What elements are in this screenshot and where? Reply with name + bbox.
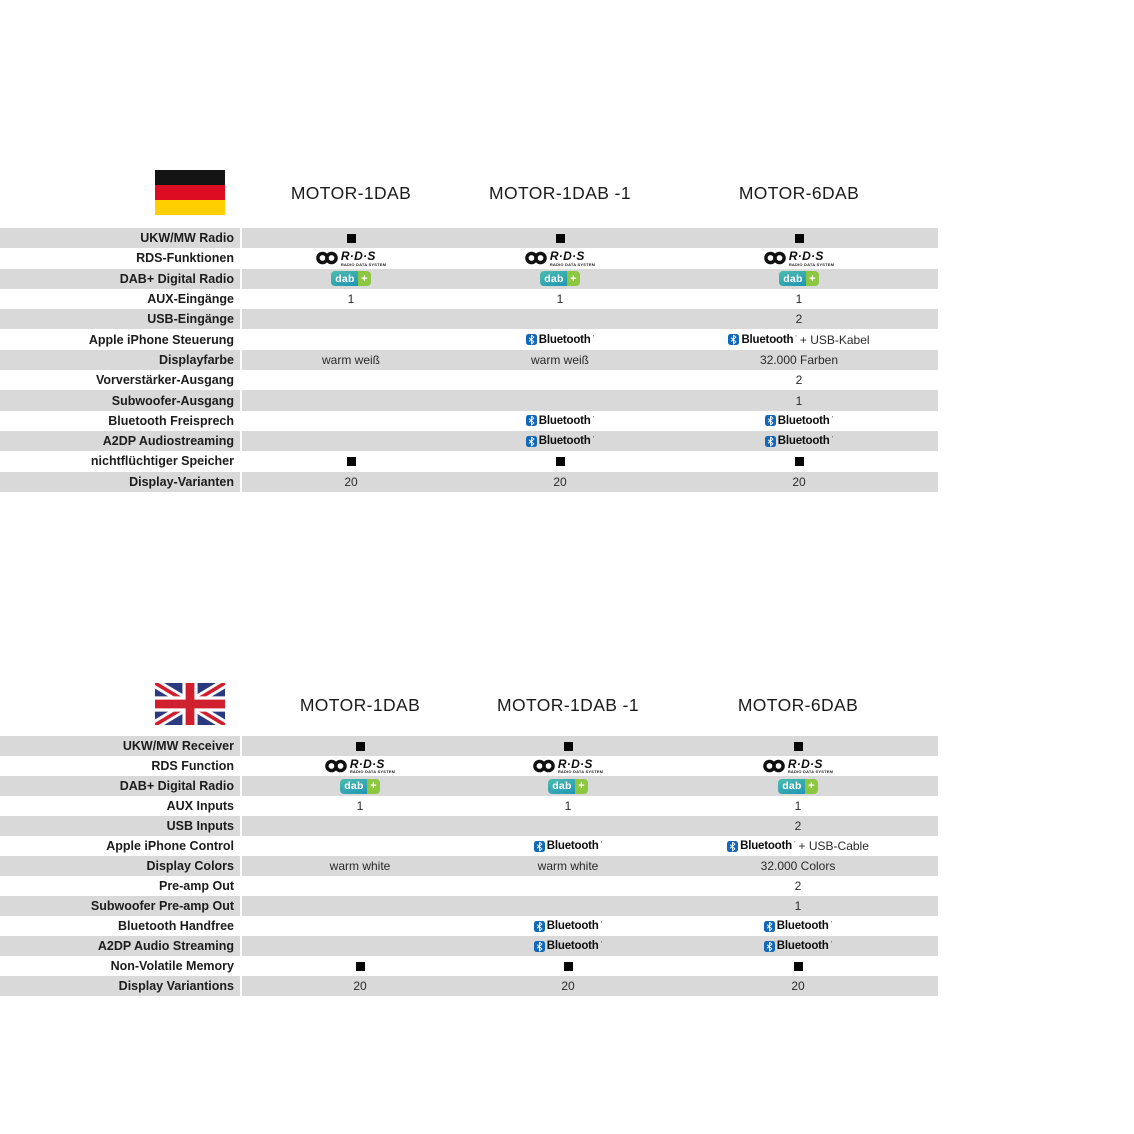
- row-label: RDS-Funktionen: [0, 248, 242, 268]
- spec-cell: [242, 451, 460, 471]
- table-row: [0, 736, 938, 756]
- cell-value: 2: [794, 819, 802, 833]
- german-flag-icon: [155, 170, 225, 215]
- spec-cell: [242, 431, 460, 451]
- spec-cell: [242, 856, 478, 876]
- rds-sub-text: RADIO DATA SYSTEM: [787, 769, 834, 775]
- trademark-tick: ’: [795, 334, 797, 342]
- row-label: Bluetooth Freisprech: [0, 411, 242, 431]
- rds-text: [550, 250, 595, 267]
- rds-sub-text: RADIO DATA SYSTEM: [340, 261, 387, 267]
- bluetooth-logo: [534, 840, 602, 852]
- spec-cell: [478, 836, 658, 856]
- rds-text: [788, 758, 833, 775]
- spec-cell: [460, 451, 660, 471]
- spec-cell: [658, 796, 938, 816]
- dab-plus-logo: [340, 779, 380, 794]
- bluetooth-icon: [526, 436, 537, 447]
- row-label: RDS Function: [0, 756, 242, 776]
- table-row: [0, 329, 938, 349]
- column-headers: [0, 168, 938, 218]
- cell-value: 1: [556, 292, 564, 307]
- rds-logo: [763, 758, 833, 775]
- table-row: [0, 816, 938, 836]
- spec-cell: [242, 472, 460, 492]
- bluetooth-logo: [526, 334, 594, 346]
- rds-logo: [764, 250, 834, 267]
- spec-cell: [658, 896, 938, 916]
- trademark-tick: ’: [830, 941, 833, 948]
- bluetooth-wordmark: Bluetooth: [546, 940, 599, 952]
- cell-value: warm weiß: [321, 352, 380, 367]
- spec-cell: [658, 916, 938, 936]
- spec-cell: [478, 736, 658, 756]
- rds-text: [558, 758, 603, 775]
- trademark-tick: ’: [831, 436, 834, 444]
- table-row: [0, 472, 938, 492]
- spec-cell: [242, 956, 478, 976]
- trademark-tick: ’: [592, 415, 595, 423]
- cell-value: 1: [564, 799, 572, 813]
- spec-cell: [460, 350, 660, 370]
- rds-logo: [533, 758, 603, 775]
- trademark-tick: ’: [793, 841, 796, 848]
- table-row: [0, 796, 938, 816]
- row-label: UKW/MW Radio: [0, 228, 242, 248]
- bluetooth-icon: [727, 841, 738, 852]
- spec-cell: [242, 350, 460, 370]
- cell-value: 20: [553, 474, 567, 489]
- row-label: Displayfarbe: [0, 350, 242, 370]
- spec-cell: [660, 472, 938, 492]
- spec-cell: [242, 370, 460, 390]
- table-row: [0, 411, 938, 431]
- cell-value: 32.000 Colors: [760, 859, 836, 873]
- spec-rows: [0, 736, 938, 996]
- spec-cell: [658, 836, 938, 856]
- rds-logo: [525, 250, 595, 267]
- table-row: [0, 431, 938, 451]
- trademark-tick: ’: [830, 921, 833, 928]
- bluetooth-icon: [534, 841, 545, 852]
- spec-cell: [460, 248, 660, 268]
- table-row: [0, 350, 938, 370]
- dab-plus-sign: +: [367, 779, 380, 794]
- spec-cell: [658, 956, 938, 976]
- row-label: Apple iPhone Steuerung: [0, 329, 242, 349]
- cell-value: 1: [794, 899, 802, 913]
- spec-cell: [460, 228, 660, 248]
- bluetooth-logo: [765, 435, 833, 447]
- column-header: MOTOR-1DAB -1: [497, 694, 639, 715]
- dab-text: dab: [331, 271, 358, 286]
- spec-cell: [242, 936, 478, 956]
- bluetooth-wordmark: Bluetooth: [776, 940, 829, 952]
- table-row: [0, 451, 938, 471]
- spec-cell: [242, 796, 478, 816]
- spec-cell: [460, 411, 660, 431]
- spec-cell: [478, 956, 658, 976]
- bluetooth-logo: [534, 920, 602, 932]
- row-label: Bluetooth Handfree: [0, 916, 242, 936]
- dab-plus-logo: [779, 271, 819, 286]
- row-label: Pre-amp Out: [0, 876, 242, 896]
- row-label: Subwoofer-Ausgang: [0, 390, 242, 410]
- spec-cell: [242, 411, 460, 431]
- dab-text: dab: [548, 779, 575, 794]
- column-header: MOTOR-1DAB: [299, 694, 421, 715]
- column-header: MOTOR-1DAB: [290, 182, 412, 203]
- cell-value: + USB-Cable: [798, 839, 869, 853]
- bluetooth-icon: [526, 415, 537, 426]
- checked-square-icon: [556, 457, 565, 466]
- bluetooth-wordmark: Bluetooth: [776, 920, 829, 932]
- spec-cell: [460, 431, 660, 451]
- cell-value: 20: [561, 979, 575, 993]
- rds-main-text: R·D·S: [787, 756, 823, 771]
- table-row: [0, 856, 938, 876]
- rds-rings-icon: [763, 759, 786, 773]
- spec-cell: [242, 916, 478, 936]
- spec-cell: [478, 876, 658, 896]
- row-label: A2DP Audio Streaming: [0, 936, 242, 956]
- row-label: Subwoofer Pre-amp Out: [0, 896, 242, 916]
- cell-value: + USB-Kabel: [799, 332, 870, 347]
- bluetooth-wordmark: Bluetooth: [538, 414, 591, 427]
- spec-cell: [242, 329, 460, 349]
- table-row: [0, 289, 938, 309]
- table-row: [0, 876, 938, 896]
- spec-cell: [460, 472, 660, 492]
- rds-sub-text: RADIO DATA SYSTEM: [349, 769, 396, 775]
- spec-cell: [242, 390, 460, 410]
- checked-square-icon: [795, 234, 804, 243]
- spec-cell: [242, 269, 460, 289]
- rds-rings-icon: [525, 251, 548, 265]
- table-row: [0, 936, 938, 956]
- spec-cell: [660, 289, 938, 309]
- rds-rings-icon: [325, 759, 348, 773]
- table-row: [0, 916, 938, 936]
- spec-cell: [658, 856, 938, 876]
- dab-plus-logo: [331, 271, 371, 286]
- table-row: [0, 976, 938, 996]
- spec-cell: [242, 736, 478, 756]
- rds-rings-icon: [533, 759, 556, 773]
- spec-cell: [460, 309, 660, 329]
- cell-value: 20: [792, 474, 806, 489]
- bluetooth-logo: [534, 940, 602, 952]
- spec-cell: [660, 228, 938, 248]
- bluetooth-icon: [765, 415, 776, 426]
- spec-cell: [242, 976, 478, 996]
- row-label: nichtflüchtiger Speicher: [0, 451, 242, 471]
- spec-cell: [242, 289, 460, 309]
- checked-square-icon: [556, 234, 565, 243]
- cell-value: 20: [353, 979, 367, 993]
- bluetooth-logo: [764, 940, 832, 952]
- dab-plus-logo: [778, 779, 818, 794]
- spec-cell: [478, 796, 658, 816]
- cell-value: warm white: [537, 859, 599, 873]
- row-label: DAB+ Digital Radio: [0, 269, 242, 289]
- rds-rings-icon: [764, 251, 787, 265]
- dab-plus-logo: [548, 779, 588, 794]
- spec-cell: [460, 370, 660, 390]
- rds-sub-text: RADIO DATA SYSTEM: [557, 769, 604, 775]
- table-row: [0, 896, 938, 916]
- row-label: AUX-Eingänge: [0, 289, 242, 309]
- rds-sub-text: RADIO DATA SYSTEM: [788, 261, 835, 267]
- checked-square-icon: [347, 457, 356, 466]
- spec-cell: [242, 876, 478, 896]
- cell-value: 32.000 Farben: [759, 352, 839, 367]
- spec-cell: [478, 756, 658, 776]
- checked-square-icon: [794, 962, 803, 971]
- table-row: [0, 269, 938, 289]
- dab-plus-sign: +: [358, 271, 371, 286]
- row-label: Display-Varianten: [0, 472, 242, 492]
- checked-square-icon: [795, 457, 804, 466]
- trademark-tick: ’: [592, 334, 595, 342]
- rds-logo: [325, 758, 395, 775]
- column-header: MOTOR-1DAB -1: [489, 182, 631, 203]
- cell-value: warm white: [329, 859, 391, 873]
- union-jack-icon: [155, 683, 225, 725]
- bluetooth-wordmark: Bluetooth: [777, 435, 830, 448]
- cell-value: warm weiß: [530, 352, 589, 367]
- rds-text: [789, 250, 834, 267]
- cell-value: 1: [795, 393, 803, 408]
- bluetooth-logo: [728, 334, 796, 346]
- rds-logo: [316, 250, 386, 267]
- trademark-tick: ’: [831, 415, 834, 423]
- table-row: [0, 309, 938, 329]
- cell-value: 1: [795, 292, 803, 307]
- bluetooth-logo: [727, 840, 795, 852]
- bluetooth-icon: [534, 921, 545, 932]
- bluetooth-wordmark: Bluetooth: [546, 920, 599, 932]
- spec-cell: [660, 390, 938, 410]
- dab-plus-sign: +: [575, 779, 588, 794]
- rds-main-text: R·D·S: [549, 249, 585, 264]
- rds-main-text: R·D·S: [349, 756, 385, 771]
- spec-rows: [0, 228, 938, 492]
- bluetooth-wordmark: Bluetooth: [538, 333, 591, 346]
- row-label: Apple iPhone Control: [0, 836, 242, 856]
- cell-value: 1: [356, 799, 364, 813]
- rds-rings-icon: [316, 251, 339, 265]
- spec-cell: [478, 816, 658, 836]
- row-label: DAB+ Digital Radio: [0, 776, 242, 796]
- spec-cell: [658, 756, 938, 776]
- table-row: [0, 390, 938, 410]
- spec-cell: [660, 370, 938, 390]
- spec-cell: [660, 248, 938, 268]
- dab-plus-sign: +: [806, 271, 819, 286]
- bluetooth-icon: [728, 334, 739, 345]
- dab-text: dab: [340, 779, 367, 794]
- spec-cell: [478, 936, 658, 956]
- spec-cell: [460, 390, 660, 410]
- dab-plus-sign: +: [805, 779, 818, 794]
- row-label: UKW/MW Receiver: [0, 736, 242, 756]
- bluetooth-logo: [526, 415, 594, 427]
- row-label: USB Inputs: [0, 816, 242, 836]
- checked-square-icon: [356, 962, 365, 971]
- row-label: Display Colors: [0, 856, 242, 876]
- table-row: [0, 956, 938, 976]
- bluetooth-wordmark: Bluetooth: [546, 840, 599, 852]
- checked-square-icon: [347, 234, 356, 243]
- spec-cell: [478, 916, 658, 936]
- column-header: MOTOR-6DAB: [738, 182, 860, 203]
- bluetooth-wordmark: Bluetooth: [740, 840, 792, 852]
- row-label: Non-Volatile Memory: [0, 956, 242, 976]
- cell-value: 2: [795, 312, 803, 327]
- row-label: Vorverstärker-Ausgang: [0, 370, 242, 390]
- rds-sub-text: RADIO DATA SYSTEM: [549, 261, 596, 267]
- spec-cell: [658, 876, 938, 896]
- checked-square-icon: [356, 742, 365, 751]
- rds-text: [350, 758, 395, 775]
- spec-cell: [660, 451, 938, 471]
- spec-cell: [660, 329, 938, 349]
- bluetooth-logo: [765, 415, 833, 427]
- spec-cell: [460, 289, 660, 309]
- bluetooth-icon: [764, 941, 775, 952]
- dab-plus-sign: +: [567, 271, 580, 286]
- bluetooth-wordmark: Bluetooth: [538, 435, 591, 448]
- spec-cell: [460, 269, 660, 289]
- cell-value: 20: [344, 474, 358, 489]
- rds-text: [341, 250, 386, 267]
- spec-cell: [660, 431, 938, 451]
- trademark-tick: ’: [600, 921, 603, 928]
- spec-cell: [242, 836, 478, 856]
- spec-cell: [658, 816, 938, 836]
- rds-main-text: R·D·S: [557, 756, 593, 771]
- bluetooth-logo: [526, 435, 594, 447]
- cell-value: 2: [794, 879, 802, 893]
- table-row: [0, 228, 938, 248]
- trademark-tick: ’: [592, 436, 595, 444]
- bluetooth-wordmark: Bluetooth: [741, 333, 794, 346]
- spec-cell: [658, 936, 938, 956]
- spec-cell: [242, 816, 478, 836]
- row-label: AUX Inputs: [0, 796, 242, 816]
- spec-cell: [478, 856, 658, 876]
- dab-text: dab: [540, 271, 567, 286]
- spec-cell: [660, 309, 938, 329]
- table-row: [0, 370, 938, 390]
- cell-value: 1: [794, 799, 802, 813]
- comparison-table-german: [0, 168, 938, 492]
- trademark-tick: ’: [600, 841, 603, 848]
- trademark-tick: ’: [600, 941, 603, 948]
- checked-square-icon: [794, 742, 803, 751]
- spec-cell: [658, 976, 938, 996]
- bluetooth-icon: [526, 334, 537, 345]
- table-row: [0, 248, 938, 268]
- comparison-table-english: [0, 681, 938, 996]
- table-row: [0, 756, 938, 776]
- row-label: USB-Eingänge: [0, 309, 242, 329]
- spec-cell: [460, 329, 660, 349]
- spec-cell: [242, 248, 460, 268]
- spec-cell: [658, 736, 938, 756]
- row-label: Display Variantions: [0, 976, 242, 996]
- spec-cell: [242, 756, 478, 776]
- bluetooth-logo: [764, 920, 832, 932]
- rds-main-text: R·D·S: [340, 249, 376, 264]
- bluetooth-wordmark: Bluetooth: [777, 414, 830, 427]
- spec-cell: [660, 411, 938, 431]
- checked-square-icon: [564, 742, 573, 751]
- bluetooth-icon: [764, 921, 775, 932]
- spec-cell: [242, 776, 478, 796]
- spec-cell: [660, 350, 938, 370]
- rds-main-text: R·D·S: [788, 249, 824, 264]
- spec-cell: [242, 309, 460, 329]
- cell-value: 20: [791, 979, 805, 993]
- row-label: A2DP Audiostreaming: [0, 431, 242, 451]
- spec-cell: [660, 269, 938, 289]
- dab-text: dab: [779, 271, 806, 286]
- spec-cell: [658, 776, 938, 796]
- spec-cell: [478, 776, 658, 796]
- spec-cell: [242, 896, 478, 916]
- table-row: [0, 836, 938, 856]
- column-header: MOTOR-6DAB: [737, 694, 859, 715]
- spec-cell: [242, 228, 460, 248]
- dab-plus-logo: [540, 271, 580, 286]
- table-row: [0, 776, 938, 796]
- uk-flag-icon: [155, 683, 225, 725]
- bluetooth-icon: [534, 941, 545, 952]
- column-headers: [0, 681, 938, 729]
- bluetooth-icon: [765, 436, 776, 447]
- spec-cell: [478, 896, 658, 916]
- spec-cell: [478, 976, 658, 996]
- dab-text: dab: [778, 779, 805, 794]
- checked-square-icon: [564, 962, 573, 971]
- cell-value: 2: [795, 373, 803, 388]
- cell-value: 1: [347, 292, 355, 307]
